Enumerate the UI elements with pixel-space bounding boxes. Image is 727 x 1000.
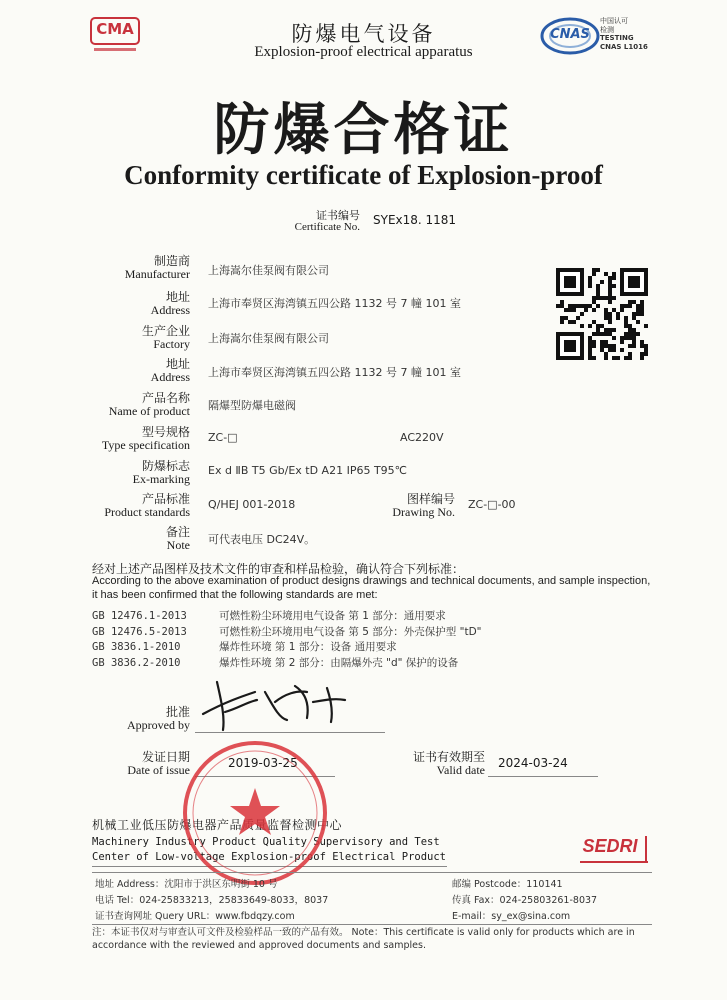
official-seal [180,738,330,888]
factory-label-en: Factory [153,337,190,351]
contact-postcode: 邮编 Postcode：110141 [452,879,563,890]
type-spec-value: ZC-□ [208,431,238,444]
ex-marking-label-cn: 防爆标志 [141,459,190,473]
valid-date-label-cn: 证书有效期至 [412,750,485,764]
note-value: 可代表电压 DC24V。 [208,533,316,546]
drawing-label-en: Drawing No. [392,505,455,519]
approval-label-en: Approved by [127,718,190,732]
standard-row [92,635,652,651]
note-label-en: Note [166,538,190,552]
standard-code: GB 3836.1-2010 [92,641,181,653]
issuer-cn: 机械工业低压防爆电器产品质量监督检测中心 [92,818,343,832]
address1-label-cn: 地址 [165,290,190,304]
manufacturer-label-en: Manufacturer [124,267,190,281]
cnas-line3: TESTING [600,34,634,42]
cert-number: SYEx18. 1181 [373,213,457,227]
cnas-line4: CNAS L1016 [600,43,648,51]
approval-label-cn: 批准 [165,705,190,719]
header-title-cn: 防爆电气设备 [291,22,436,46]
ex-marking-value: Ex d ⅡB T5 Gb/Ex tD A21 IP65 T95℃ [208,464,408,477]
standards-value: Q/HEJ 001-2018 [208,498,296,511]
standard-desc: 可燃性粉尘环境用电气设备 第 5 部分：外壳保护型 "tD" [219,625,482,638]
ex-marking-label-en: Ex-marking [132,472,190,486]
address2-label-en: Address [150,370,190,384]
sedri-text: SEDRI [582,836,638,856]
standard-desc: 可燃性粉尘环境用电气设备 第 1 部分：通用要求 [219,610,446,622]
issue-date-label-en: Date of issue [127,763,190,777]
standard-row [92,651,652,667]
address2-label-cn: 地址 [165,357,190,371]
factory-value: 上海嵩尔佳泵阀有限公司 [208,332,329,345]
contact-bottom-line [92,924,652,925]
address1-label-en: Address [150,303,190,317]
signature [195,672,365,736]
address1-value: 上海市奉贤区海湾镇五四公路 1132 号 7 幢 101 室 [208,297,461,310]
main-title-en: Conformity certificate of Explosion-proof [124,160,603,190]
cnas-line2: 检测 [600,26,614,34]
valid-date-line [488,776,598,777]
standard-code: GB 3836.2-2010 [92,656,181,669]
cma-text: CMA [96,20,134,38]
standard-code: GB 12476.5-2013 [92,625,187,638]
main-title-cn: 防爆合格证 [213,97,514,163]
product-name-label-en: Name of product [108,404,190,418]
issue-date-label-cn: 发证日期 [141,750,190,764]
conformity-en: According to the above examination of product designs drawings and technical documents, and sample inspection, it has been confirmed that the following standards are met: [92,575,651,601]
type-spec-voltage: AC220V [400,431,444,444]
contact-url: 证书查询网址 Query URL：www.fbdqzy.com [95,911,295,922]
qr-code [556,268,648,360]
standard-row [92,604,652,620]
cnas-text: CNAS [550,27,590,42]
contact-address: 地址 Address：沈阳市于洪区东明街 10 号 [95,879,278,890]
standards-label-en: Product standards [104,505,190,519]
type-spec-label-en: Type specification [101,438,190,452]
issue-date-value: 2019-03-25 [228,756,298,770]
standards-label-cn: 产品标准 [141,492,190,506]
cert-label-en: Certificate No. [294,221,360,233]
manufacturer-value: 上海嵩尔佳泵阀有限公司 [208,264,329,277]
valid-date-value: 2024-03-24 [498,756,568,770]
drawing-label-cn: 图样编号 [406,492,455,506]
contact-top-line [92,872,652,873]
standard-desc: 爆炸性环境 第 1 部分：设备 通用要求 [219,641,397,653]
contact-tel: 电话 Tel：024-25833213，25833649-8033，8037 [95,895,329,906]
issuer-en2: Center of Low-voltage Explosion-proof Electrical Product [92,851,447,863]
conformity-cn: 经对上述产品图样及技术文件的审查和样品检验，确认符合下列标准： [92,562,465,576]
valid-date-label-en: Valid date [436,763,485,777]
standard-row [92,620,652,636]
factory-label-cn: 生产企业 [141,324,190,338]
address2-value: 上海市奉贤区海湾镇五四公路 1132 号 7 幢 101 室 [208,366,461,379]
product-name-value: 隔爆型防爆电磁阀 [208,399,296,412]
standard-code: GB 12476.1-2013 [92,610,187,622]
manufacturer-label-cn: 制造商 [153,254,190,268]
header-title-en: Explosion-proof electrical apparatus [254,44,473,60]
sedri-logo [576,832,652,866]
contact-fax: 传真 Fax：024-25803261-8037 [452,895,598,906]
footer-note: 注：本证书仅对与审查认可文件及检验样品一致的产品有效。 Note：This certificate is valid only for products which are in accordance with the reviewed and approved documents and samples. [92,927,635,951]
cnas-line1: 中国认可 [600,17,628,25]
note-label-cn: 备注 [165,525,190,539]
standards-list [92,604,652,669]
product-name-label-cn: 产品名称 [141,391,190,405]
standard-desc: 爆炸性环境 第 2 部分：由隔爆外壳 "d" 保护的设备 [219,656,459,669]
contact-email: E-mail：sy_ex@sina.com [452,911,571,922]
drawing-value: ZC-□-00 [468,498,516,511]
cert-label-cn: 证书编号 [316,209,360,222]
type-spec-label-cn: 型号规格 [141,425,190,439]
issuer-en1: Machinery Industry Product Quality Supervisory and Test [92,836,440,848]
qr-code-graphic [556,268,648,360]
